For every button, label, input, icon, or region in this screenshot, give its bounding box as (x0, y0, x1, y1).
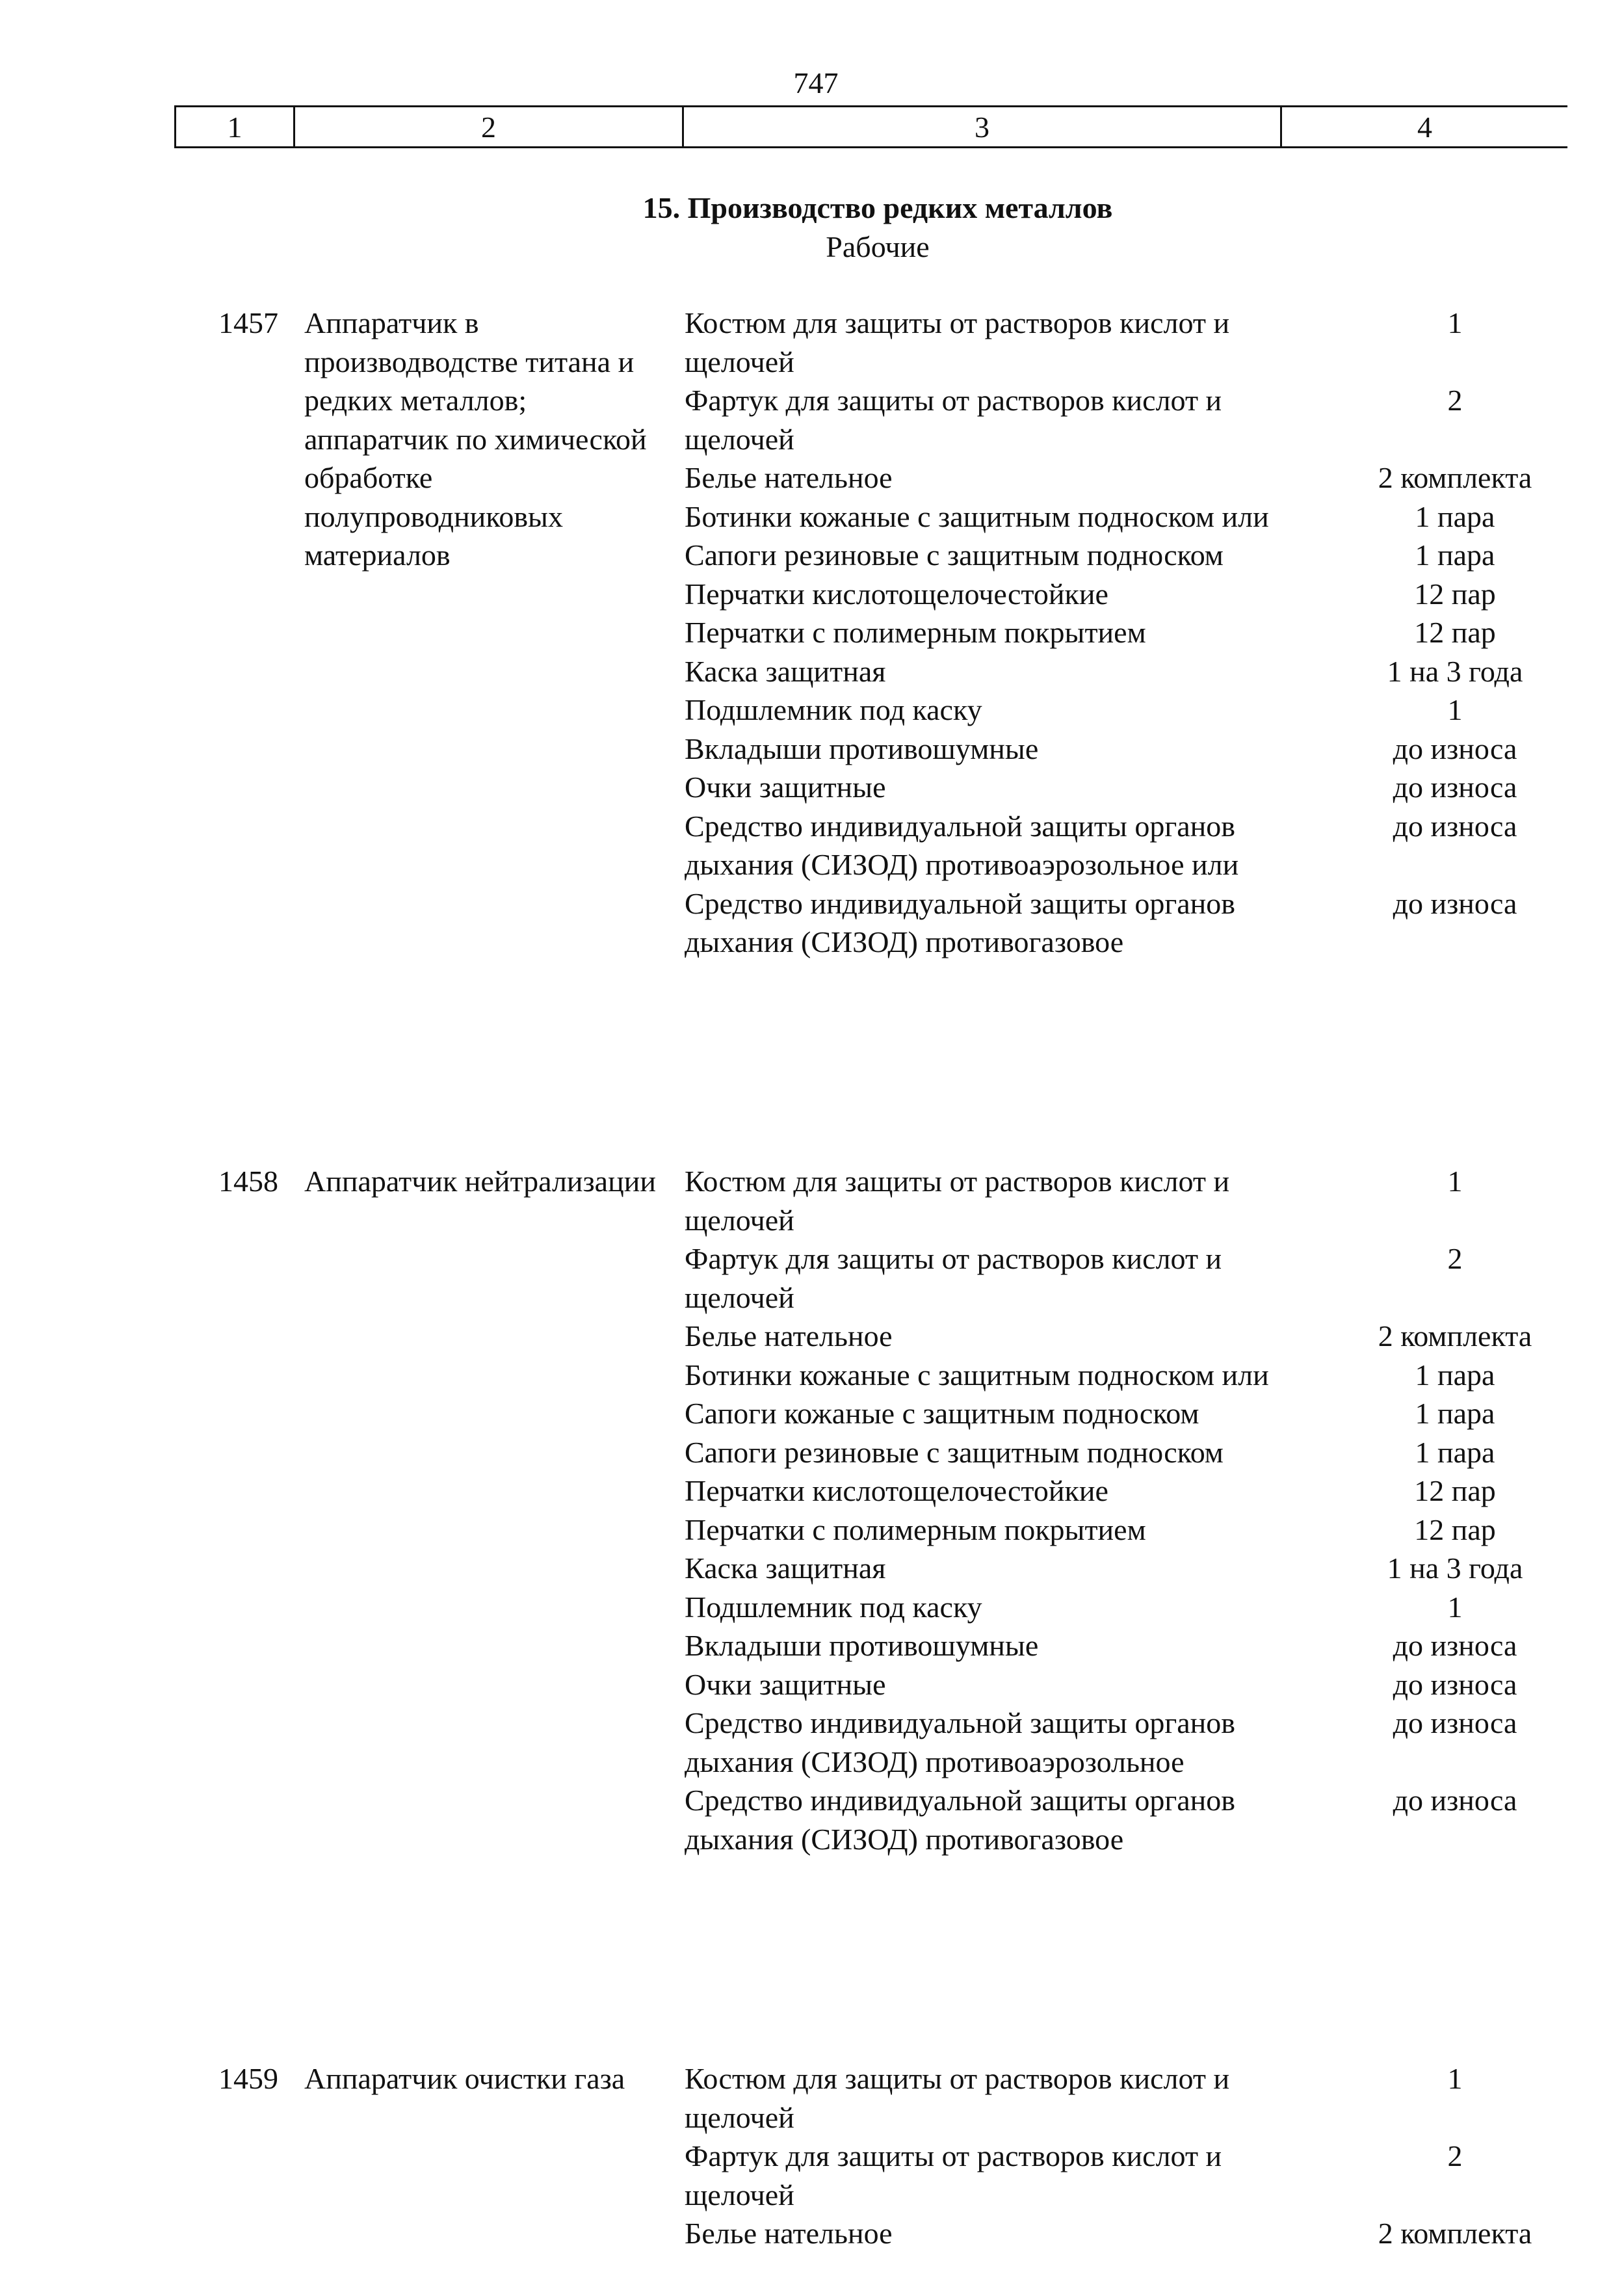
list-item (685, 1239, 1575, 1317)
item-name: Фартук для защиты от растворов кислот и щелочей (685, 2139, 1222, 2211)
list-item (685, 1665, 1575, 1704)
list-item (685, 2059, 1575, 2137)
list-item (685, 1356, 1575, 1395)
section-title: 15. Производство редких металлов (642, 191, 1113, 224)
item-norm: 1 пара (1415, 1435, 1495, 1469)
item-name: Ботинки кожаные с защитным подноском или (685, 1358, 1269, 1392)
item-norm: до износа (1393, 886, 1517, 920)
item-norm: до износа (1393, 809, 1517, 843)
list-item (685, 884, 1575, 962)
column-header-row (174, 105, 1567, 148)
list-item (685, 613, 1575, 652)
item-norm: до износа (1393, 732, 1517, 765)
entry-profession: Аппаратчик нейтрализации (304, 1165, 656, 1198)
list-item (685, 497, 1575, 536)
item-norm: 1 (1447, 2062, 1463, 2095)
section-subtitle: Рабочие (826, 230, 930, 263)
item-name: Фартук для защиты от растворов кислот и щелочей (685, 384, 1222, 456)
entry-number: 1457 (218, 306, 278, 339)
item-norm: 1 (1447, 1165, 1463, 1198)
item-name: Подшлемник под каску (685, 1590, 982, 1624)
item-norm: до износа (1393, 771, 1517, 804)
item-name: Средство индивидуальной защиты органов дыхания (СИЗОД) противоаэрозольное или (685, 809, 1239, 881)
list-item (685, 807, 1575, 884)
entry-number: 1458 (218, 1165, 278, 1198)
item-norm: 12 пар (1414, 1474, 1496, 1507)
item-name: Перчатки кислотощелочестойкие (685, 577, 1108, 611)
item-name: Белье нательное (685, 1319, 893, 1353)
item-name: Подшлемник под каску (685, 693, 982, 726)
list-item (685, 1704, 1575, 1781)
list-item (685, 1471, 1575, 1511)
item-norm: 1 (1447, 693, 1463, 726)
item-name: Средство индивидуальной защиты органов дыхания (СИЗОД) противоаэрозольное (685, 1706, 1235, 1778)
item-name: Сапоги резиновые с защитным подноском (685, 1435, 1224, 1469)
item-name: Перчатки кислотощелочестойкие (685, 1474, 1108, 1507)
list-item (685, 381, 1575, 458)
item-norm: 1 пара (1415, 538, 1495, 572)
item-name: Вкладыши противошумные (685, 732, 1039, 765)
item-norm: 1 (1447, 1590, 1463, 1624)
item-name: Костюм для защиты от растворов кислот и щелочей (685, 1165, 1230, 1237)
item-name: Средство индивидуальной защиты органов дыхания (СИЗОД) противогазовое (685, 1784, 1235, 1856)
list-item (685, 536, 1575, 575)
item-norm: до износа (1393, 1667, 1517, 1701)
item-norm: 2 (1447, 384, 1463, 417)
item-norm: 2 (1447, 2139, 1463, 2172)
item-norm: до износа (1393, 1706, 1517, 1739)
item-norm: 2 комплекта (1378, 1319, 1532, 1353)
list-item (685, 1781, 1575, 1858)
list-item (685, 691, 1575, 730)
column-header-1: 1 (176, 107, 295, 146)
page-number: 747 (793, 66, 839, 99)
column-header-2: 2 (295, 107, 684, 146)
item-norm: 2 (1447, 1242, 1463, 1275)
list-item (685, 1394, 1575, 1433)
item-name: Костюм для защиты от растворов кислот и щелочей (685, 306, 1230, 378)
item-norm: до износа (1393, 1784, 1517, 1817)
item-name: Сапоги резиновые с защитным подноском (685, 538, 1224, 572)
item-list (685, 2059, 1575, 2253)
list-item (685, 1549, 1575, 1588)
list-item (685, 1433, 1575, 1472)
list-item (685, 2137, 1575, 2214)
list-item (685, 1317, 1575, 1356)
list-item (685, 2214, 1575, 2253)
item-norm: 1 пара (1415, 1397, 1495, 1430)
entry-profession: Аппаратчик очистки газа (304, 2062, 625, 2095)
entry-number: 1459 (218, 2062, 278, 2095)
item-norm: 1 на 3 года (1387, 654, 1523, 688)
item-norm: 2 комплекта (1378, 461, 1532, 494)
item-norm: 12 пар (1414, 1512, 1496, 1546)
item-norm: 1 пара (1415, 499, 1495, 533)
list-item (685, 575, 1575, 614)
item-name: Каска защитная (685, 1551, 886, 1585)
item-norm: до износа (1393, 1629, 1517, 1662)
column-header-4: 4 (1417, 110, 1432, 144)
item-name: Костюм для защиты от растворов кислот и щелочей (685, 2062, 1230, 2134)
list-item (685, 458, 1575, 497)
item-name: Каска защитная (685, 654, 886, 688)
list-item (685, 652, 1575, 691)
item-name: Фартук для защиты от растворов кислот и щелочей (685, 1242, 1222, 1314)
item-name: Белье нательное (685, 461, 893, 494)
item-name: Перчатки с полимерным покрытием (685, 616, 1146, 649)
column-header-3: 3 (684, 107, 1282, 146)
item-name: Средство индивидуальной защиты органов дыхания (СИЗОД) противогазовое (685, 886, 1235, 958)
list-item (685, 304, 1575, 381)
item-name: Вкладыши противошумные (685, 1629, 1039, 1662)
item-norm: 1 пара (1415, 1358, 1495, 1392)
item-name: Очки защитные (685, 771, 886, 804)
item-norm: 12 пар (1414, 616, 1496, 649)
item-name: Очки защитные (685, 1667, 886, 1701)
item-norm: 1 на 3 года (1387, 1551, 1523, 1585)
item-name: Белье нательное (685, 2217, 893, 2250)
list-item (685, 1588, 1575, 1627)
item-norm: 2 комплекта (1378, 2217, 1532, 2250)
item-norm: 1 (1447, 306, 1463, 339)
item-norm: 12 пар (1414, 577, 1496, 611)
item-name: Ботинки кожаные с защитным подноском или (685, 499, 1269, 533)
list-item (685, 768, 1575, 807)
list-item (685, 1511, 1575, 1550)
item-list (685, 304, 1575, 962)
entry-profession: Аппаратчик в производводстве титана и редких металлов; аппаратчик по химической обработке полупроводниковых материалов (304, 306, 647, 572)
list-item (685, 730, 1575, 769)
item-list (685, 1162, 1575, 1858)
item-name: Перчатки с полимерным покрытием (685, 1512, 1146, 1546)
item-name: Сапоги кожаные с защитным подноском (685, 1397, 1199, 1430)
list-item (685, 1626, 1575, 1665)
list-item (685, 1162, 1575, 1239)
